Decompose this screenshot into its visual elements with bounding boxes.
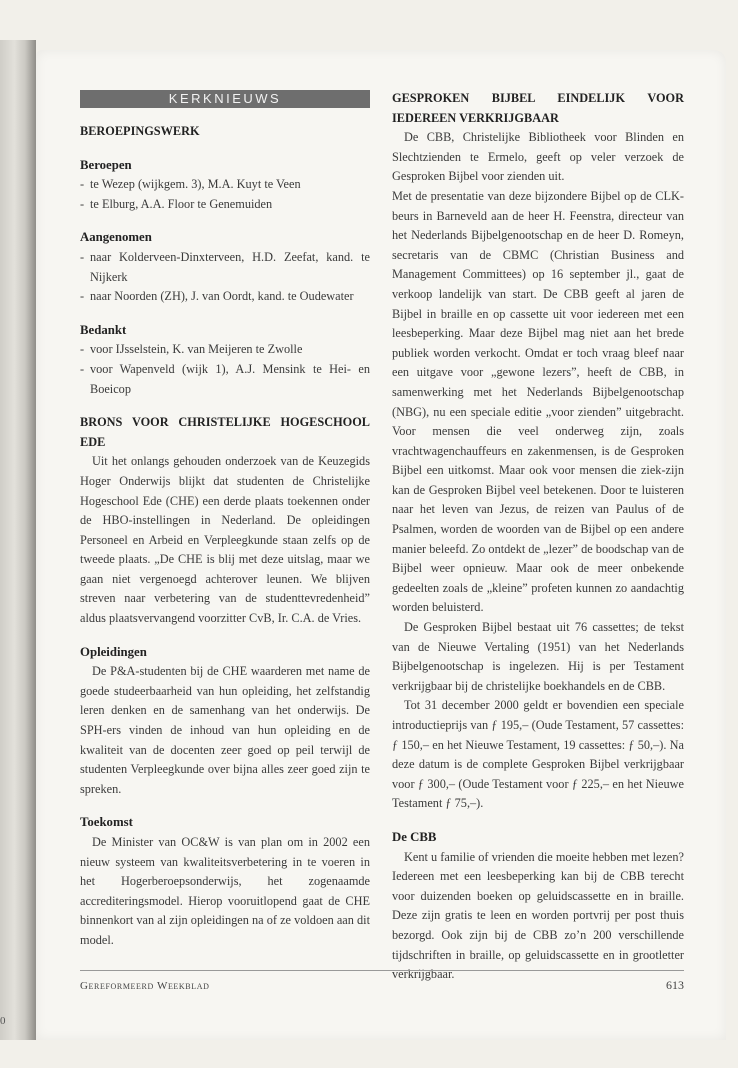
beroepen-list	[80, 175, 370, 214]
page-number: 613	[666, 978, 684, 992]
opleidingen-body: De P&A-studenten bij de CHE waarderen met name de goede studeerbaarheid van hun opleiding, het zelfstandig leren denken en de samenhang van het onderwijs. De SPH-ers vinden de inhoud van hun opleiding en de kwaliteit van de docenten zeer goed op peil terwijl de studenten Verpleegkunde over bijna alles zeer goed zijn te spreken.	[80, 664, 370, 796]
scan-edge-left	[0, 40, 36, 1040]
bijbel-paragraph-2: Met de presentatie van deze bijzondere Bijbel op de CLK-beurs in Barneveld aan de heer H. Feenstra, directeur van het Nederlands Bijbelgenootschap en de heer D. Romeyn, secretaris van de CBMC (Christian Business and Management Committees) op 16 september jl., gaat de verkoop landelijk van start. De CBB geeft al jaren de Bijbel in braille en op cassette uit voor iedereen met een leesbeperking. Maar deze Bijbel mag niet aan het brede publiek worden verkocht. Omdat er toch vraag bleef naar een uitgave voor „gewone lezers”, heeft de CBB, in samenwerking met het Nederlands Bijbelgenootschap (NBG), nu een speciale editie „voor zienden” uitgebracht. Voor mensen die veel onderweg zijn, zoals vrachtwagenchauffeurs en zakenmensen, is de Gesproken Bijbel een uitkomst. Maar ook voor mensen die ziek-zijn kan de Gesproken Bijbel veel betekenen. Door te luisteren naar het leven van Jezus, de reizen van Paulus of de Psalmen, worden de woorden van de Bijbel op een andere manier beleefd. Zo ontdekt de „lezer” de boodschap van de Bijbel weer opnieuw. Maar ook de meer onbekende gedeelten zoals de „kleine” profeten kunnen zo aandachtig worden beluisterd.	[392, 188, 684, 615]
cbb-body: Kent u familie of vrienden die moeite hebben met lezen? Iedereen met een leesbeperking kan bij de CBB terecht voor duizenden boeken op geluidscassette en in braille. Deze zijn gratis te leen en worden portvrij per post thuis bezorgd. Ook zijn bij de CBB zo’n 200 verschillende tijdschriften in braille, op geluidscassette en in grootletter verkrijgbaar.	[392, 849, 684, 982]
right-column	[392, 89, 684, 985]
bedankt-list	[80, 340, 370, 399]
cbb-title: De CBB	[392, 829, 437, 844]
list-item: - te Wezep (wijkgem. 3), M.A. Kuyt te Veen	[80, 175, 370, 195]
edge-mark: 0	[0, 1015, 6, 1027]
bijbel-title: GESPROKEN BIJBEL EINDELIJK VOOR IEDEREEN VERKRIJGBAAR	[392, 91, 684, 125]
bijbel-paragraph-4: Tot 31 december 2000 geldt er bovendien een speciale introductieprijs van ƒ 195,– (Oude Testament, 57 cassettes: ƒ 150,– en het Nieuwe Testament, 19 cassettes: ƒ 50,–). Na deze datum is de complete Gesproken Bijbel verkrijgbaar voor ƒ 300,– (Oude Testament voor ƒ 225,– en het Nieuwe Testament ƒ 75,–).	[392, 698, 684, 811]
bijbel-paragraph-1: De CBB, Christelijke Bibliotheek voor Blinden en Slechtzienden te Ermelo, geeft op veler verzoek de Gesproken Bijbel voor zienden uit.	[392, 130, 684, 184]
publication-name: Gereformeerd Weekblad	[80, 980, 210, 992]
bedankt-title: Bedankt	[80, 322, 127, 337]
brons-title: BRONS VOOR CHRISTELIJKE HOGESCHOOL EDE	[80, 415, 370, 449]
section-banner: KERKNIEUWS	[80, 90, 370, 108]
bijbel-paragraph-3: De Gesproken Bijbel bestaat uit 76 cassettes; de tekst van de Nieuwe Vertaling (1951) van het Nederlands Bijbelgenootschap is ingelezen. Hij is per Testament verkrijgbaar bij de christelijke boekhandels en de CBB.	[392, 620, 684, 693]
beroepen-title: Beroepen	[80, 157, 132, 172]
beroepingswerk-title: BEROEPINGSWERK	[80, 124, 200, 138]
footer-divider	[80, 970, 684, 971]
list-item: - voor Wapenveld (wijk 1), A.J. Mensink te Hei- en Boeicop	[80, 360, 370, 399]
toekomst-body: De Minister van OC&W is van plan om in 2002 een nieuw systeem van kwaliteitsverbetering in te voeren in het Hogerberoepsonderwijs, het zogenaamde accrediteringsmodel. Hierop vooruitlopend gaat de CHE binnenkort van al zijn opleidingen na of ze voldoen aan dit model.	[80, 835, 370, 947]
left-column	[80, 90, 370, 951]
brons-body: Uit het onlangs gehouden onderzoek van de Keuzegids Hoger Onderwijs blijkt dat studenten de Christelijke Hogeschool Ede (CHE) een derde plaats toekennen onder de HBO-instellingen in Nederland. De opleidingen Personeel en Arbeid en Verpleegkunde staan zelfs op de tweede plaats. „De CHE is blij met deze uitslag, maar we gaan niet vergenoegd achterover leunen. We blijven streven naar verbetering van de studenttevredenheid” aldus plaatsvervangend voorzitter CvB, Ir. C.A. de Vries.	[80, 454, 370, 626]
aangenomen-list	[80, 248, 370, 307]
list-item: - te Elburg, A.A. Floor te Genemuiden	[80, 195, 370, 215]
opleidingen-title: Opleidingen	[80, 644, 147, 659]
list-item: - voor IJsselstein, K. van Meijeren te Zwolle	[80, 340, 370, 360]
list-item: - naar Noorden (ZH), J. van Oordt, kand. te Oudewater	[80, 287, 370, 307]
toekomst-title: Toekomst	[80, 815, 133, 830]
list-item: - naar Kolderveen-Dinxterveen, H.D. Zeefat, kand. te Nijkerk	[80, 248, 370, 287]
aangenomen-title: Aangenomen	[80, 230, 152, 245]
